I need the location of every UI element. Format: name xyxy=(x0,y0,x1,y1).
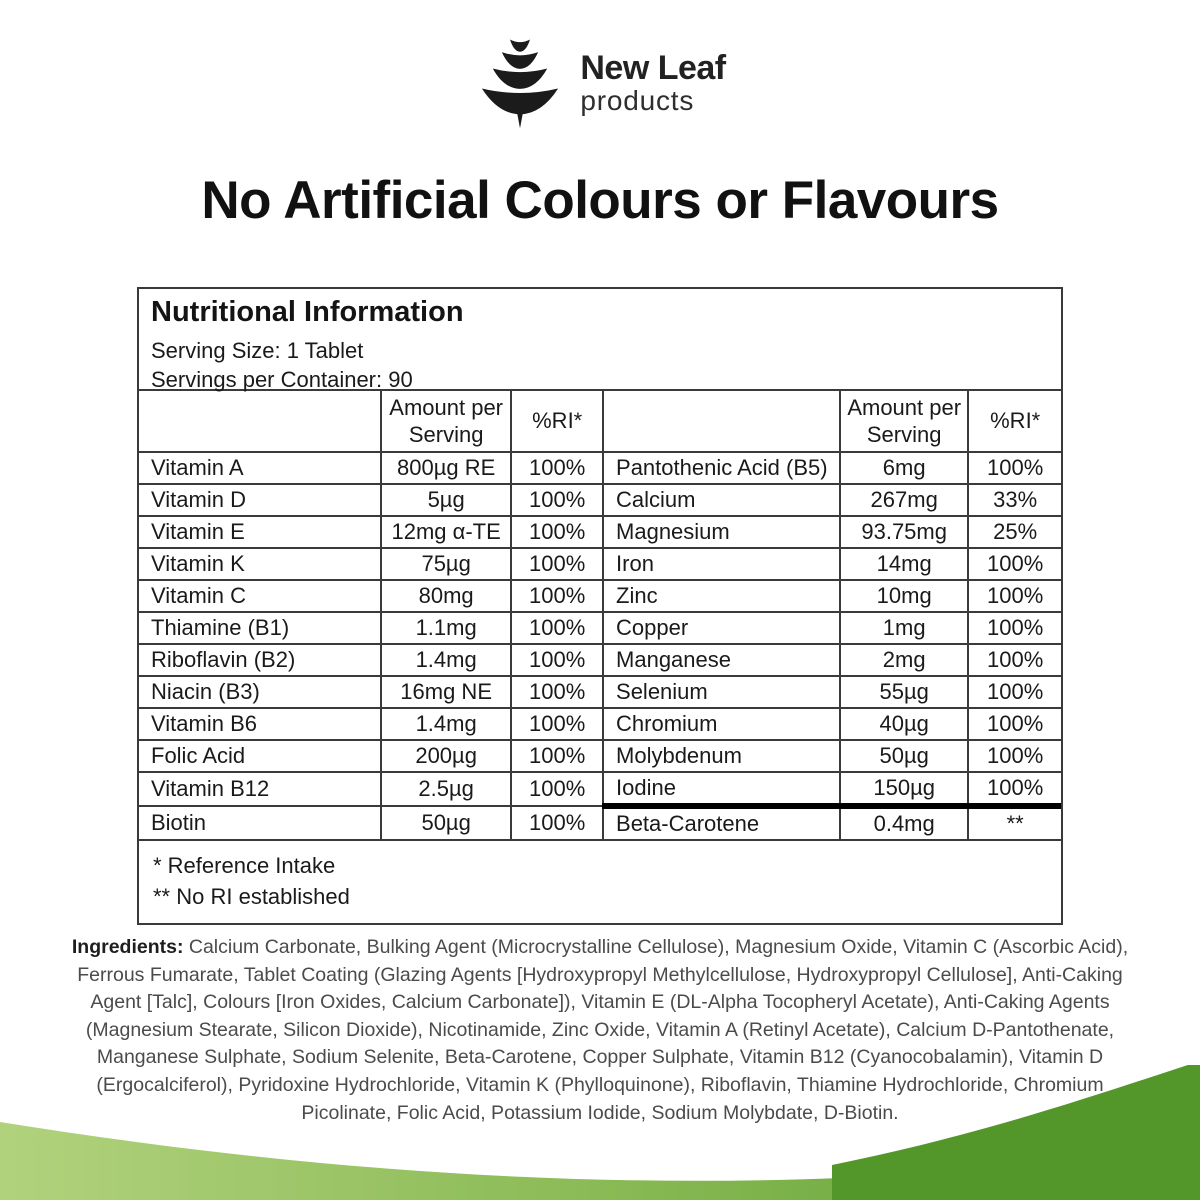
cell-right-amount: 2mg xyxy=(840,644,968,676)
cell-left-name: Vitamin A xyxy=(139,452,381,484)
table-row xyxy=(139,740,1061,772)
cell-right-ri: 100% xyxy=(968,580,1061,612)
cell-left-name: Vitamin E xyxy=(139,516,381,548)
nutrition-table-body xyxy=(139,452,1061,839)
table-row xyxy=(139,806,1061,839)
ingredients-text: Calcium Carbonate, Bulking Agent (Microcrystalline Cellulose), Magnesium Oxide, Vitamin C (Ascorbic Acid), Ferrous Fumarate, Tablet Coating (Glazing Agents [Hydroxypropyl Methylcellulose, Hydroxypropyl Cellulose], Anti-Caking Agent [Talc], Colours [Iron Oxides, Calcium Carbonate]), Vitamin E (DL-Alpha Tocopheryl Acetate), Anti-Caking Agents (Magnesium Stearate, Silicon Dioxide), Nicotinamide, Zinc Oxide, Vitamin A (Retinyl Acetate), Calcium D-Pantothenate, Manganese Sulphate, Sodium Selenite, Beta-Carotene, Copper Sulphate, Vitamin B12 (Cyanocobalamin), Vitamin D (Ergocalciferol), Pyridoxine Hydrochloride, Vitamin K (Phylloquinone), Riboflavin, Thiamine Hydrochloride, Chromium Picolinate, Folic Acid, Potassium Iodide, Sodium Molybdate, D-Biotin. xyxy=(77,936,1129,1124)
main-heading: No Artificial Colours or Flavours xyxy=(201,171,999,230)
col-header-blank-left xyxy=(139,391,381,452)
cell-right-ri: 100% xyxy=(968,644,1061,676)
cell-left-ri: 100% xyxy=(511,516,603,548)
cell-left-ri: 100% xyxy=(511,548,603,580)
cell-left-name: Vitamin D xyxy=(139,484,381,516)
cell-right-name: Chromium xyxy=(603,708,840,740)
nutrition-table xyxy=(139,391,1061,839)
table-row xyxy=(139,772,1061,806)
cell-right-amount: 10mg xyxy=(840,580,968,612)
footnote-reference-intake: * Reference Intake xyxy=(153,853,336,878)
table-row xyxy=(139,548,1061,580)
cell-left-amount: 1.4mg xyxy=(381,644,511,676)
cell-right-ri: 100% xyxy=(968,676,1061,708)
brand-subtitle: products xyxy=(580,84,695,116)
cell-left-amount: 75µg xyxy=(381,548,511,580)
cell-left-amount: 2.5µg xyxy=(381,772,511,806)
cell-left-name: Thiamine (B1) xyxy=(139,612,381,644)
cell-right-name: Zinc xyxy=(603,580,840,612)
cell-right-ri: 100% xyxy=(968,548,1061,580)
table-row xyxy=(139,452,1061,484)
cell-left-amount: 80mg xyxy=(381,580,511,612)
col-header-ri-left: %RI* xyxy=(511,391,603,452)
panel-title-block xyxy=(139,289,1061,391)
footnote-no-ri: ** No RI established xyxy=(153,884,350,910)
cell-left-ri: 100% xyxy=(511,806,603,839)
cell-right-amount: 50µg xyxy=(840,740,968,772)
cell-right-amount: 0.4mg xyxy=(840,806,968,839)
cell-right-amount: 14mg xyxy=(840,548,968,580)
cell-right-amount: 1mg xyxy=(840,612,968,644)
serving-size: Serving Size: 1 Tablet xyxy=(151,338,364,363)
cell-left-name: Vitamin C xyxy=(139,580,381,612)
cell-right-ri: ** xyxy=(968,806,1061,839)
cell-right-amount: 267mg xyxy=(840,484,968,516)
cell-left-ri: 100% xyxy=(511,772,603,806)
cell-right-name: Copper xyxy=(603,612,840,644)
table-header-row xyxy=(139,391,1061,452)
cell-left-amount: 1.1mg xyxy=(381,612,511,644)
cell-right-name: Calcium xyxy=(603,484,840,516)
cell-right-name: Manganese xyxy=(603,644,840,676)
ingredients-label: Ingredients: xyxy=(71,936,184,958)
cell-right-amount: 55µg xyxy=(840,676,968,708)
cell-right-name: Pantothenic Acid (B5) xyxy=(603,452,840,484)
cell-left-amount: 12mg α-TE xyxy=(381,516,511,548)
cell-right-amount: 93.75mg xyxy=(840,516,968,548)
brand-logo xyxy=(0,34,1200,132)
cell-left-name: Vitamin B6 xyxy=(139,708,381,740)
table-row xyxy=(139,644,1061,676)
cell-right-amount: 6mg xyxy=(840,452,968,484)
cell-right-name: Magnesium xyxy=(603,516,840,548)
green-swoosh-graphic xyxy=(0,1065,1200,1200)
cell-right-ri: 25% xyxy=(968,516,1061,548)
cell-left-amount: 5µg xyxy=(381,484,511,516)
brand-text xyxy=(580,48,726,116)
cell-left-ri: 100% xyxy=(511,676,603,708)
table-row xyxy=(139,516,1061,548)
cell-left-ri: 100% xyxy=(511,452,603,484)
cell-left-amount: 1.4mg xyxy=(381,708,511,740)
col-header-amount-right: Amount per Serving xyxy=(840,391,968,452)
panel-title: Nutritional Information xyxy=(151,296,464,328)
cell-left-amount: 200µg xyxy=(381,740,511,772)
cell-right-ri: 100% xyxy=(968,612,1061,644)
table-row xyxy=(139,708,1061,740)
cell-left-ri: 100% xyxy=(511,740,603,772)
cell-left-name: Folic Acid xyxy=(139,740,381,772)
cell-left-name: Vitamin B12 xyxy=(139,772,381,806)
cell-right-ri: 33% xyxy=(968,484,1061,516)
servings-per-container: Servings per Container: 90 xyxy=(151,367,413,393)
cell-left-ri: 100% xyxy=(511,484,603,516)
cell-left-ri: 100% xyxy=(511,644,603,676)
table-row xyxy=(139,612,1061,644)
cell-right-name: Molybdenum xyxy=(603,740,840,772)
cell-left-ri: 100% xyxy=(511,708,603,740)
cell-right-amount: 40µg xyxy=(840,708,968,740)
table-row xyxy=(139,484,1061,516)
cell-right-ri: 100% xyxy=(968,740,1061,772)
cell-right-name: Iron xyxy=(603,548,840,580)
cell-left-ri: 100% xyxy=(511,580,603,612)
cell-left-ri: 100% xyxy=(511,612,603,644)
cell-right-ri: 100% xyxy=(968,708,1061,740)
leaf-tree-icon xyxy=(474,34,566,132)
footnote-block xyxy=(139,839,1061,923)
brand-name: New Leaf xyxy=(580,48,726,87)
cell-right-ri: 100% xyxy=(968,772,1061,806)
cell-left-amount: 50µg xyxy=(381,806,511,839)
cell-left-name: Riboflavin (B2) xyxy=(139,644,381,676)
col-header-blank-right xyxy=(603,391,840,452)
cell-right-name: Selenium xyxy=(603,676,840,708)
cell-right-amount: 150µg xyxy=(840,772,968,806)
cell-right-name: Beta-Carotene xyxy=(603,806,840,839)
cell-right-name: Iodine xyxy=(603,772,840,806)
cell-left-name: Vitamin K xyxy=(139,548,381,580)
cell-left-amount: 800µg RE xyxy=(381,452,511,484)
cell-left-amount: 16mg NE xyxy=(381,676,511,708)
col-header-amount-left: Amount per Serving xyxy=(381,391,511,452)
cell-left-name: Niacin (B3) xyxy=(139,676,381,708)
nutrition-panel xyxy=(137,287,1063,925)
cell-left-name: Biotin xyxy=(139,806,381,839)
col-header-ri-right: %RI* xyxy=(968,391,1061,452)
cell-right-ri: 100% xyxy=(968,452,1061,484)
table-row xyxy=(139,676,1061,708)
table-row xyxy=(139,580,1061,612)
